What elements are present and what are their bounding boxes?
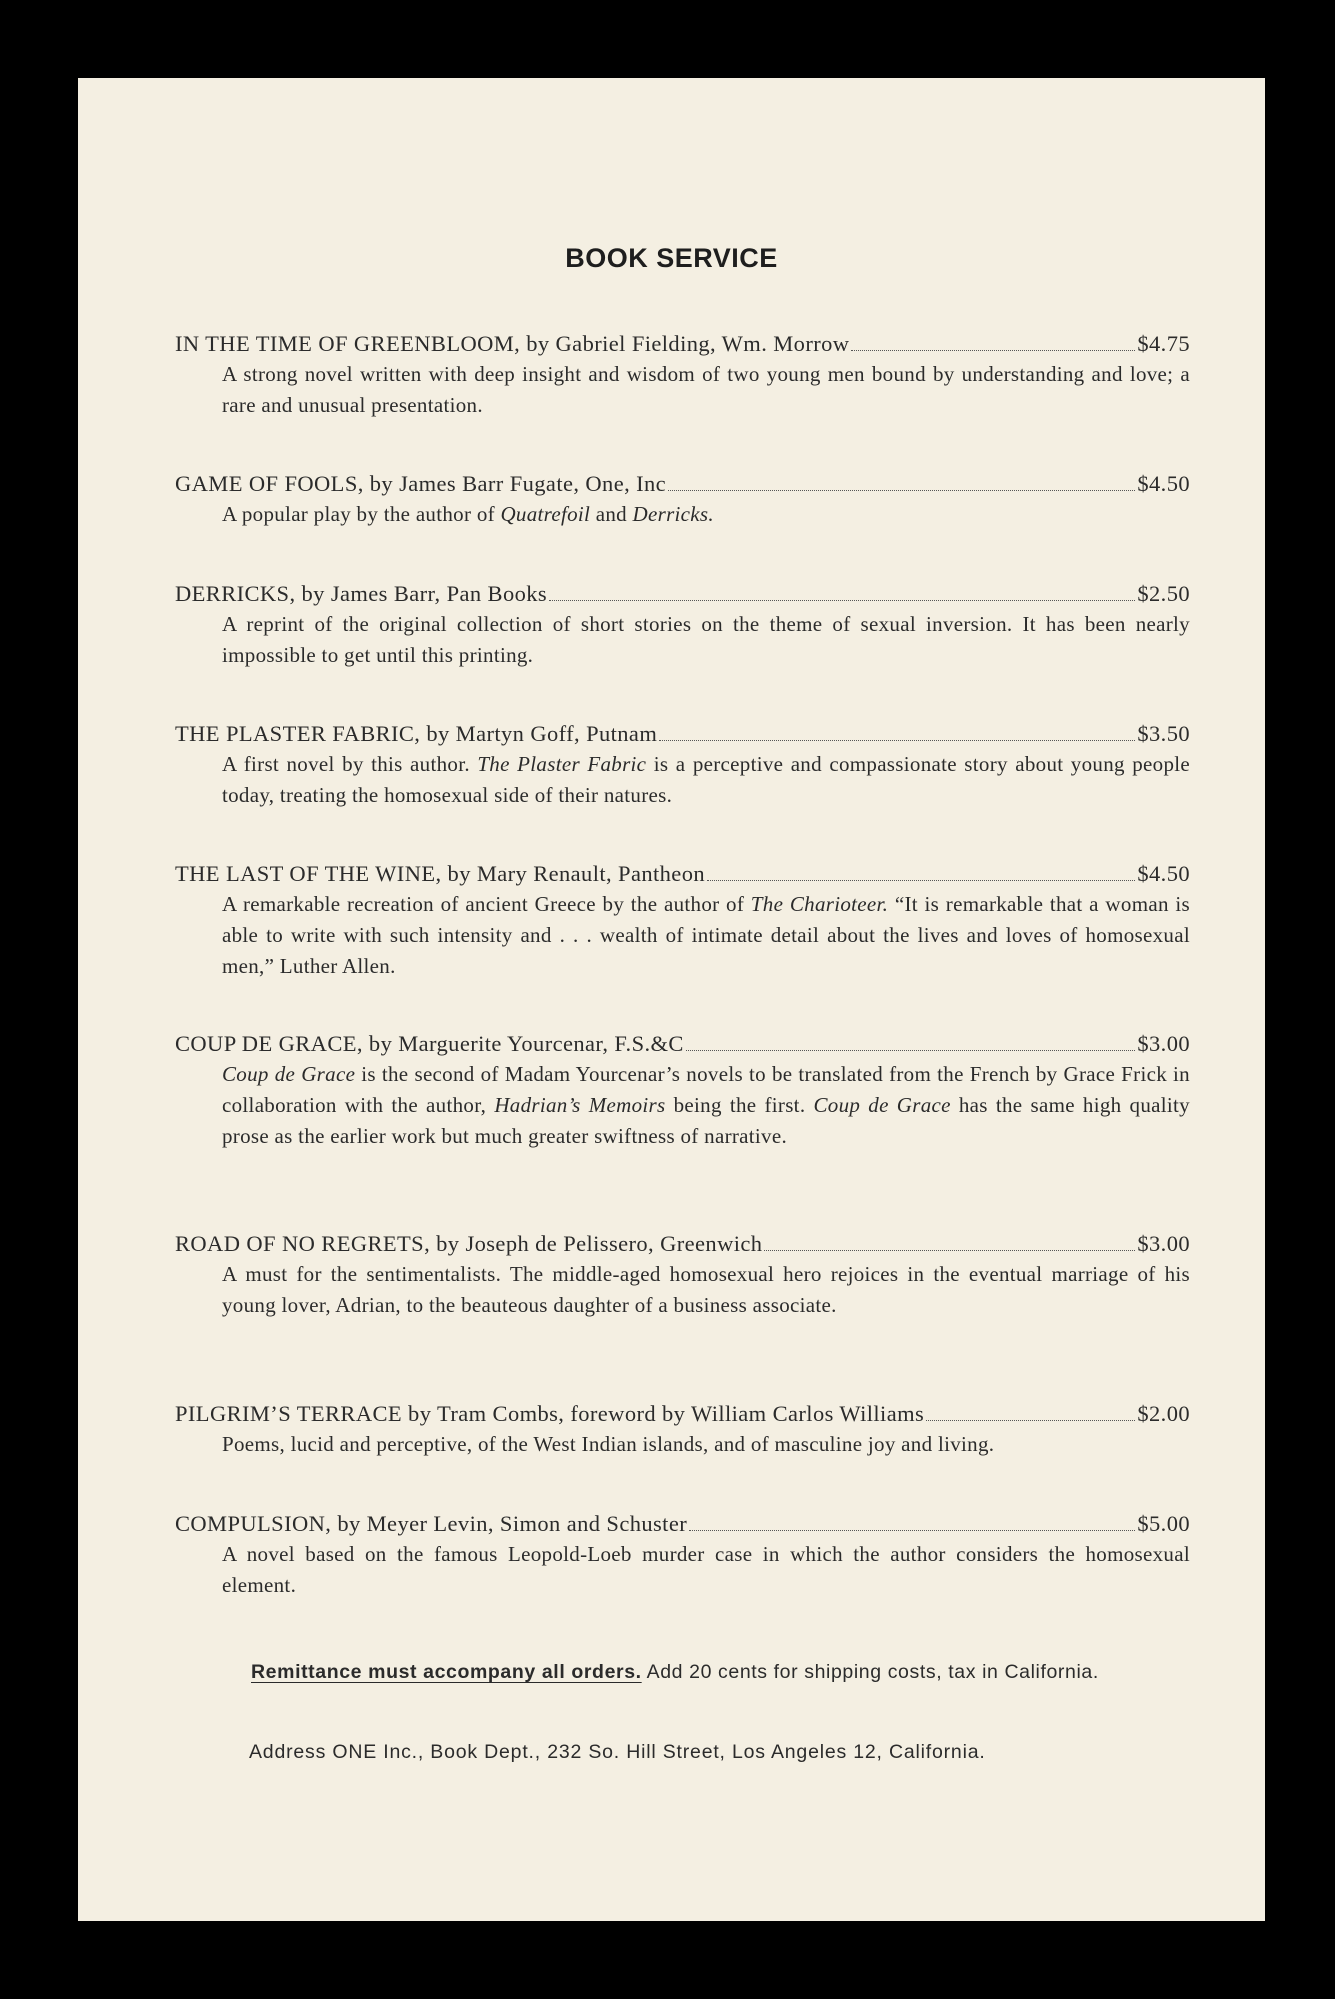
book-entry: [175, 1398, 1190, 1460]
book-entry-line: [175, 578, 1190, 609]
italic-title: Coup de Grace: [222, 1062, 356, 1086]
book-description: [222, 499, 1190, 530]
page-heading: BOOK SERVICE: [565, 243, 778, 273]
description-text: A reprint of the original collection of short stories on the theme of sexual inversion. It has been nearly impossible to get until this printing.: [222, 612, 1190, 667]
book-entry-line: [175, 328, 1190, 359]
book-entry-line: [175, 1228, 1190, 1259]
description-text: A must for the sentimentalists. The middle-aged homosexual hero rejoices in the eventual marriage of his young lover, Adrian, to the beauteous daughter of a business associate.: [222, 1262, 1190, 1317]
description-text: A novel based on the famous Leopold-Loeb murder case in which the author considers the homosexual element.: [222, 1542, 1190, 1597]
description-text: Poems, lucid and perceptive, of the West Indian islands, and of masculine joy and living.: [222, 1432, 995, 1456]
book-description: [222, 749, 1190, 811]
dot-leader: [659, 740, 1135, 741]
book-entry: [175, 1228, 1190, 1321]
book-price: $4.50: [1137, 471, 1190, 496]
book-title-author-publisher: PILGRIM’S TERRACE by Tram Combs, foreword by William Carlos Williams: [175, 1401, 925, 1426]
book-entry-line: [175, 858, 1190, 889]
book-title-author-publisher: THE PLASTER FABRIC, by Martyn Goff, Putnam: [175, 721, 658, 746]
book-title-author-publisher: ROAD OF NO REGRETS, by Joseph de Pelissero, Greenwich: [175, 1231, 763, 1256]
book-description: [222, 1259, 1190, 1321]
description-text: being the first.: [665, 1093, 814, 1117]
description-text: A first novel by this author.: [222, 752, 478, 776]
book-price: $4.50: [1137, 861, 1190, 886]
italic-title: Derricks.: [632, 502, 714, 526]
book-title-author-publisher: IN THE TIME OF GREENBLOOM, by Gabriel Fielding, Wm. Morrow: [175, 331, 850, 356]
description-text: A remarkable recreation of ancient Greece by the author of: [222, 892, 751, 916]
book-entry-line: [175, 1398, 1190, 1429]
description-text: and: [590, 502, 633, 526]
dot-leader: [926, 1420, 1135, 1421]
book-entry: [175, 858, 1190, 982]
italic-title: The Plaster Fabric: [477, 752, 647, 776]
book-entry: [175, 328, 1190, 421]
book-price: $2.50: [1137, 581, 1190, 606]
book-entry: [175, 468, 1190, 530]
book-price: $3.50: [1137, 721, 1190, 746]
page: [78, 78, 1265, 1921]
description-text: A popular play by the author of: [222, 502, 501, 526]
italic-title: Hadrian’s Memoirs: [494, 1093, 666, 1117]
book-description: [222, 1429, 1190, 1460]
book-title-author-publisher: COUP DE GRACE, by Marguerite Yourcenar, F.S.&C: [175, 1031, 684, 1056]
book-description: [222, 1539, 1190, 1601]
description-text: is a perceptive and compassionate story about young people today, treating the homosexual side of their natures.: [222, 752, 1191, 807]
description-text: A strong novel written with deep insight and wisdom of two young men bound by understanding and love; a rare and unusual presentation.: [222, 362, 1190, 417]
book-description: [222, 609, 1190, 671]
description-text: has the same high quality prose as the earlier work but much greater swiftness of narrative.: [222, 1093, 1190, 1148]
book-title-author-publisher: DERRICKS, by James Barr, Pan Books: [175, 581, 548, 606]
book-title-author-publisher: THE LAST OF THE WINE, by Mary Renault, Pantheon: [175, 861, 705, 886]
dot-leader: [668, 490, 1135, 491]
book-entry-line: [175, 718, 1190, 749]
book-price: $4.75: [1137, 331, 1190, 356]
book-price: $3.00: [1137, 1031, 1190, 1056]
italic-title: Coup de Grace: [813, 1093, 951, 1117]
book-entry-line: [175, 1508, 1190, 1539]
book-title-author-publisher: COMPULSION, by Meyer Levin, Simon and Schuster: [175, 1511, 688, 1536]
dot-leader: [686, 1050, 1136, 1051]
italic-title: The Charioteer.: [750, 892, 889, 916]
dot-leader: [764, 1250, 1135, 1251]
book-entry: [175, 718, 1190, 811]
book-entry-line: [175, 468, 1190, 499]
book-entry: [175, 1508, 1190, 1601]
dot-leader: [707, 880, 1135, 881]
book-description: [222, 889, 1190, 982]
book-price: $5.00: [1137, 1511, 1190, 1536]
remittance-note: [251, 1661, 1191, 1684]
book-entry: [175, 1028, 1190, 1152]
book-description: [222, 359, 1190, 421]
description-text: is the second of Madam Yourcenar’s novels to be translated from the French by Grace Frick in collaboration with the author,: [222, 1062, 1190, 1117]
italic-title: Quatrefoil: [500, 502, 591, 526]
dot-leader: [689, 1530, 1135, 1531]
description-text: “It is remarkable that a woman is able to write with such intensity and . . . wealth of intimate detail about the lives and loves of homosexual men,” Luther Allen.: [222, 892, 1190, 978]
book-description: [222, 1059, 1190, 1152]
remittance-note-rest: Add 20 cents for shipping costs, tax in California.: [641, 1661, 1099, 1683]
book-price: $3.00: [1137, 1231, 1190, 1256]
book-price: $2.00: [1137, 1401, 1190, 1426]
dot-leader: [549, 600, 1135, 601]
book-entry: [175, 578, 1190, 671]
remittance-note-bold: Remittance must accompany all orders.: [251, 1661, 642, 1683]
book-title-author-publisher: GAME OF FOOLS, by James Barr Fugate, One, Inc: [175, 471, 667, 496]
book-entry-line: [175, 1028, 1190, 1059]
dot-leader: [851, 350, 1135, 351]
mailing-address: Address ONE Inc., Book Dept., 232 So. Hill Street, Los Angeles 12, California.: [249, 1741, 986, 1763]
